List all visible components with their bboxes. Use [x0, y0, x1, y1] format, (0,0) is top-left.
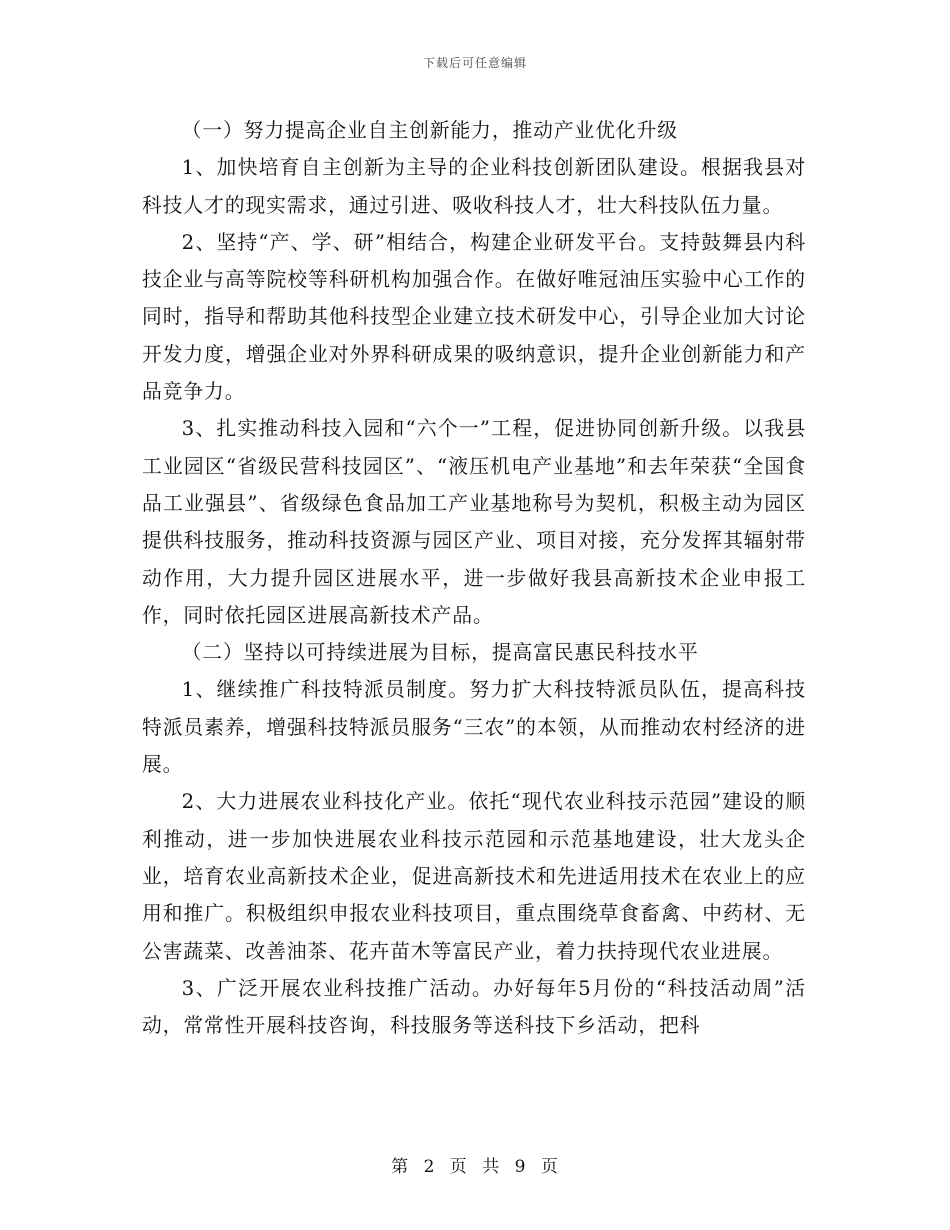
paragraph: 3、扎实推动科技入园和“六个一”工程，促进协同创新升级。以我县工业园区“省级民营科技园区”、“液压机电产业基地”和去年荣获“全国食品工业强县”、省级绿色食品加工产业基地称号为契机，积极主动为园区提供科技服务，推动科技资源与园区产业、项目对接，充分发挥其辐射带动作用，大力提升园区进展水平，进一步做好我县高新技术企业申报工作，同时依托园区进展高新技术产品。 [142, 417, 806, 627]
footer-prefix: 第 [391, 1157, 410, 1177]
header-note: 下载后可任意编辑 [422, 56, 527, 70]
footer-total-word: 共 [482, 1157, 501, 1177]
paragraph: 3、广泛开展农业科技推广活动。办好每年5月份的“科技活动周”活动，常常性开展科技咨询，科技服务等送科技下乡活动，把科 [142, 976, 806, 1038]
section-heading-2: （二）坚持以可持续进展为目标，提高富民惠民科技水平 [181, 641, 699, 665]
total-pages-number: 9 [514, 1157, 527, 1177]
document-body [142, 112, 806, 1044]
paragraph: 2、大力进展农业科技化产业。依托“现代农业科技示范园”建设的顺利推动，进一步加快进展农业科技示范园和示范基地建设，壮大龙头企业，培育农业高新技术企业，促进高新技术和先进适用技术在农业上的应用和推广。积极组织申报农业科技项目，重点围绕草食畜禽、中药材、无公害蔬菜、改善油茶、花卉苗木等富民产业，着力扶持现代农业进展。 [142, 790, 806, 963]
paragraph: 1、加快培育自主创新为主导的企业科技创新团队建设。根据我县对科技人才的现实需求，通过引进、吸收科技人才，壮大科技队伍力量。 [142, 156, 806, 217]
current-page-number: 2 [423, 1157, 436, 1177]
page-footer [0, 1152, 950, 1177]
section-heading-1: （一）努力提高企业自主创新能力，推动产业优化升级 [181, 119, 678, 142]
footer-page-word: 页 [449, 1157, 468, 1177]
paragraph: 2、坚持“产、学、研”相结合，构建企业研发平台。支持鼓舞县内科技企业与高等院校等科研机构加强合作。在做好唯冠油压实验中心工作的同时，指导和帮助其他科技型企业建立技术研发中心，引导企业加大讨论开发力度，增强企业对外界科研成果的吸纳意识，提升企业创新能力和产品竞争力。 [142, 230, 806, 404]
footer-suffix: 页 [540, 1157, 559, 1177]
paragraph: 1、继续推广科技特派员制度。努力扩大科技特派员队伍，提高科技特派员素养，增强科技特派员服务“三农”的本领，从而推动农村经济的进展。 [142, 678, 806, 777]
